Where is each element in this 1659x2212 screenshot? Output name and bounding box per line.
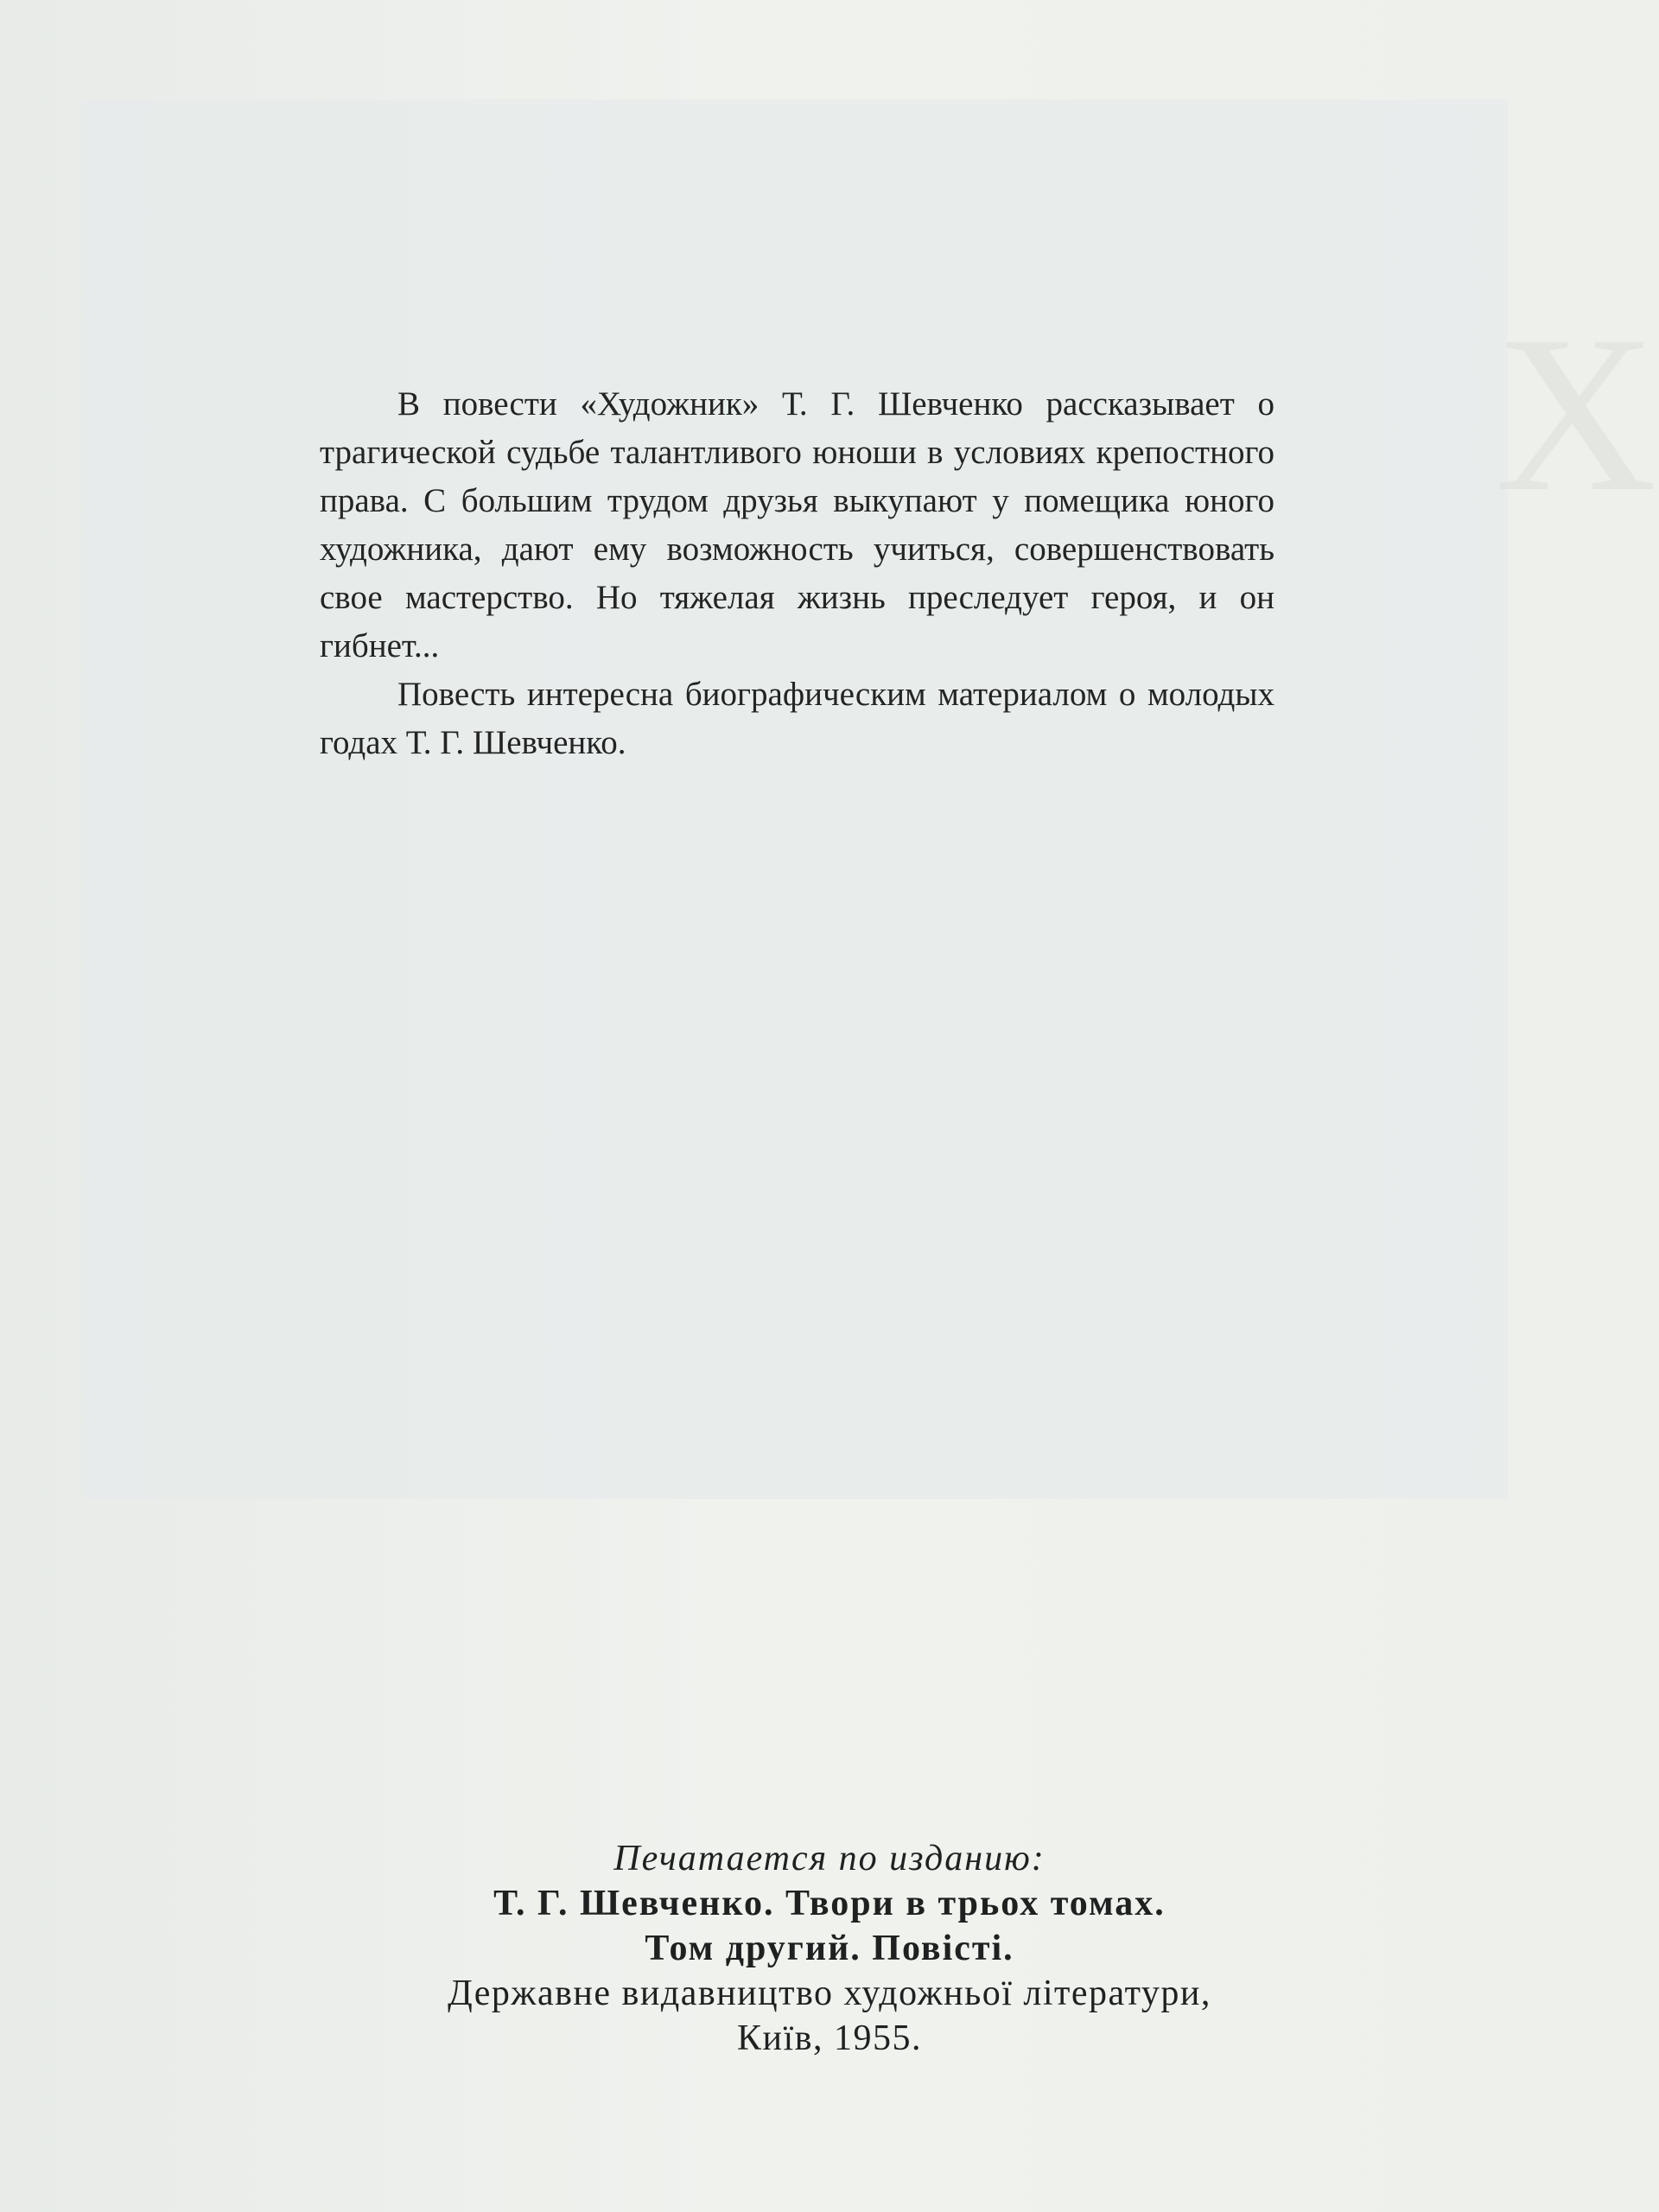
imprint-publisher: Державне видавництво художньої літератури, xyxy=(448,1974,1211,2013)
imprint-block xyxy=(216,1836,1443,2061)
imprint-volume: Том другий. Повісті. xyxy=(645,1929,1014,1968)
annotation-paragraph-2: Повесть интересна биографическим материалом о молодых годах Т. Г. Шевченко. xyxy=(320,676,1274,761)
show-through-letter: Х xyxy=(1495,289,1657,538)
imprint-source-title: Т. Г. Шевченко. Твори в трьох томах. xyxy=(493,1884,1166,1923)
show-through-illustration xyxy=(82,99,1508,1499)
annotation-paragraph-1: В повести «Художник» Т. Г. Шевченко рассказывает о трагической судьбе талантливого юноши в условиях крепостного права. С большим трудом друзья выкупают у помещика юного художника, дают ему возможность учиться, совершенствовать свое мастерство. Но тяжелая жизнь преследует героя, и он гибнет... xyxy=(320,385,1274,664)
annotation-text xyxy=(320,380,1274,767)
imprint-city-year: Київ, 1955. xyxy=(737,2018,922,2058)
imprint-heading: Печатается по изданию: xyxy=(613,1839,1046,1878)
